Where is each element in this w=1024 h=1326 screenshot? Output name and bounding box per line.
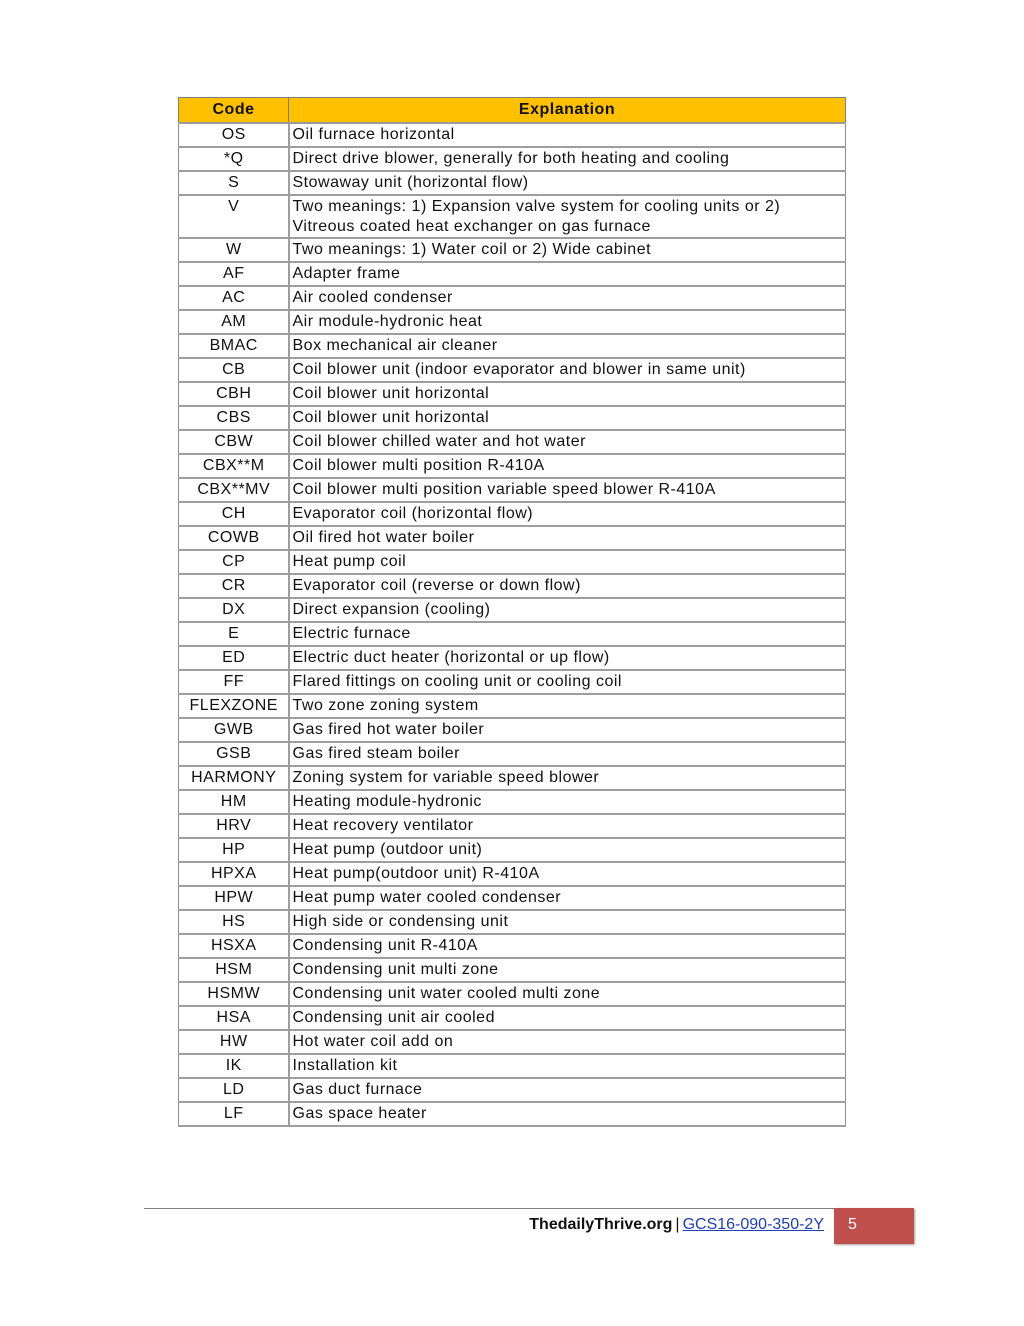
explanation-cell: Oil fired hot water boiler	[289, 526, 846, 550]
explanation-cell: Evaporator coil (horizontal flow)	[289, 502, 846, 526]
table-row	[179, 646, 846, 670]
table-row	[179, 886, 846, 910]
explanation-cell: Air module-hydronic heat	[289, 310, 846, 334]
table-row	[179, 147, 846, 171]
code-cell: CH	[179, 502, 289, 526]
table-row	[179, 1006, 846, 1030]
code-cell: ED	[179, 646, 289, 670]
code-cell: V	[179, 195, 289, 238]
table-row	[179, 694, 846, 718]
table-row	[179, 718, 846, 742]
code-cell: AC	[179, 286, 289, 310]
code-cell: CB	[179, 358, 289, 382]
table-row	[179, 742, 846, 766]
explanation-cell: Adapter frame	[289, 262, 846, 286]
header-explanation: Explanation	[289, 98, 846, 124]
explanation-cell: Heat pump coil	[289, 550, 846, 574]
code-cell: HSM	[179, 958, 289, 982]
code-table	[178, 97, 846, 1127]
code-cell: CBS	[179, 406, 289, 430]
code-cell: HP	[179, 838, 289, 862]
table-row	[179, 622, 846, 646]
code-cell: FLEXZONE	[179, 694, 289, 718]
explanation-cell: Condensing unit R-410A	[289, 934, 846, 958]
table-row	[179, 766, 846, 790]
table-row	[179, 958, 846, 982]
code-cell: IK	[179, 1054, 289, 1078]
table-row	[179, 502, 846, 526]
table-header-row	[179, 98, 846, 124]
explanation-cell: Coil blower multi position R-410A	[289, 454, 846, 478]
code-table-container	[178, 97, 845, 1127]
table-row	[179, 123, 846, 147]
footer	[529, 1214, 824, 1236]
code-cell: CBX**MV	[179, 478, 289, 502]
code-cell: GSB	[179, 742, 289, 766]
table-row	[179, 1102, 846, 1126]
table-row	[179, 862, 846, 886]
table-row	[179, 790, 846, 814]
explanation-cell: Flared fittings on cooling unit or cooling coil	[289, 670, 846, 694]
code-cell: HSA	[179, 1006, 289, 1030]
table-row	[179, 358, 846, 382]
table-row	[179, 286, 846, 310]
explanation-cell: Condensing unit multi zone	[289, 958, 846, 982]
explanation-cell: Box mechanical air cleaner	[289, 334, 846, 358]
explanation-cell: Two meanings: 1) Expansion valve system for cooling units or 2) Vitreous coated heat exchanger on gas furnace	[289, 195, 846, 238]
code-cell: BMAC	[179, 334, 289, 358]
table-row	[179, 171, 846, 195]
code-cell: HSMW	[179, 982, 289, 1006]
explanation-cell: Condensing unit air cooled	[289, 1006, 846, 1030]
table-row	[179, 982, 846, 1006]
code-cell: DX	[179, 598, 289, 622]
explanation-cell: Hot water coil add on	[289, 1030, 846, 1054]
code-cell: COWB	[179, 526, 289, 550]
header-code: Code	[179, 98, 289, 124]
explanation-cell: Oil furnace horizontal	[289, 123, 846, 147]
explanation-cell: Gas space heater	[289, 1102, 846, 1126]
table-row	[179, 478, 846, 502]
page-number: 5	[834, 1208, 914, 1244]
explanation-cell: Coil blower unit horizontal	[289, 382, 846, 406]
footer-site: ThedailyThrive.org	[529, 1216, 673, 1233]
explanation-cell: Heating module-hydronic	[289, 790, 846, 814]
explanation-cell: Coil blower unit (indoor evaporator and blower in same unit)	[289, 358, 846, 382]
code-cell: W	[179, 238, 289, 262]
table-row	[179, 670, 846, 694]
table-row	[179, 454, 846, 478]
explanation-cell: Direct drive blower, generally for both heating and cooling	[289, 147, 846, 171]
explanation-cell: Heat recovery ventilator	[289, 814, 846, 838]
explanation-cell: Heat pump (outdoor unit)	[289, 838, 846, 862]
code-cell: HARMONY	[179, 766, 289, 790]
code-cell: OS	[179, 123, 289, 147]
table-row	[179, 1054, 846, 1078]
code-cell: CBW	[179, 430, 289, 454]
explanation-cell: Condensing unit water cooled multi zone	[289, 982, 846, 1006]
explanation-cell: Zoning system for variable speed blower	[289, 766, 846, 790]
explanation-cell: Coil blower multi position variable speed blower R-410A	[289, 478, 846, 502]
code-cell: HM	[179, 790, 289, 814]
table-row	[179, 262, 846, 286]
code-cell: LF	[179, 1102, 289, 1126]
code-cell: HW	[179, 1030, 289, 1054]
table-row	[179, 334, 846, 358]
code-cell: FF	[179, 670, 289, 694]
explanation-cell: Two zone zoning system	[289, 694, 846, 718]
explanation-cell: Heat pump water cooled condenser	[289, 886, 846, 910]
explanation-cell: Electric duct heater (horizontal or up flow)	[289, 646, 846, 670]
table-row	[179, 406, 846, 430]
table-row	[179, 1078, 846, 1102]
code-cell: HSXA	[179, 934, 289, 958]
table-row	[179, 550, 846, 574]
table-row	[179, 430, 846, 454]
table-row	[179, 910, 846, 934]
explanation-cell: Coil blower chilled water and hot water	[289, 430, 846, 454]
footer-reference-link[interactable]: GCS16-090-350-2Y	[682, 1216, 824, 1233]
explanation-cell: Gas duct furnace	[289, 1078, 846, 1102]
table-row	[179, 238, 846, 262]
code-cell: *Q	[179, 147, 289, 171]
table-row	[179, 310, 846, 334]
explanation-cell: Gas fired steam boiler	[289, 742, 846, 766]
table-row	[179, 526, 846, 550]
explanation-cell: High side or condensing unit	[289, 910, 846, 934]
explanation-cell: Air cooled condenser	[289, 286, 846, 310]
code-cell: CBX**M	[179, 454, 289, 478]
table-row	[179, 934, 846, 958]
code-cell: CP	[179, 550, 289, 574]
code-cell: HPXA	[179, 862, 289, 886]
explanation-cell: Heat pump(outdoor unit) R-410A	[289, 862, 846, 886]
table-row	[179, 838, 846, 862]
code-cell: HPW	[179, 886, 289, 910]
explanation-cell: Evaporator coil (reverse or down flow)	[289, 574, 846, 598]
table-row	[179, 195, 846, 238]
code-cell: E	[179, 622, 289, 646]
table-row	[179, 574, 846, 598]
code-cell: CR	[179, 574, 289, 598]
code-cell: CBH	[179, 382, 289, 406]
explanation-cell: Two meanings: 1) Water coil or 2) Wide cabinet	[289, 238, 846, 262]
explanation-cell: Installation kit	[289, 1054, 846, 1078]
code-cell: HRV	[179, 814, 289, 838]
code-cell: LD	[179, 1078, 289, 1102]
table-row	[179, 1030, 846, 1054]
table-row	[179, 814, 846, 838]
explanation-cell: Stowaway unit (horizontal flow)	[289, 171, 846, 195]
table-row	[179, 382, 846, 406]
footer-divider	[144, 1208, 834, 1209]
explanation-cell: Coil blower unit horizontal	[289, 406, 846, 430]
table-row	[179, 598, 846, 622]
explanation-cell: Electric furnace	[289, 622, 846, 646]
code-cell: S	[179, 171, 289, 195]
explanation-cell: Gas fired hot water boiler	[289, 718, 846, 742]
code-cell: AM	[179, 310, 289, 334]
explanation-cell: Direct expansion (cooling)	[289, 598, 846, 622]
table-body	[179, 123, 846, 1126]
code-cell: HS	[179, 910, 289, 934]
code-cell: AF	[179, 262, 289, 286]
code-cell: GWB	[179, 718, 289, 742]
footer-separator: |	[675, 1216, 680, 1233]
